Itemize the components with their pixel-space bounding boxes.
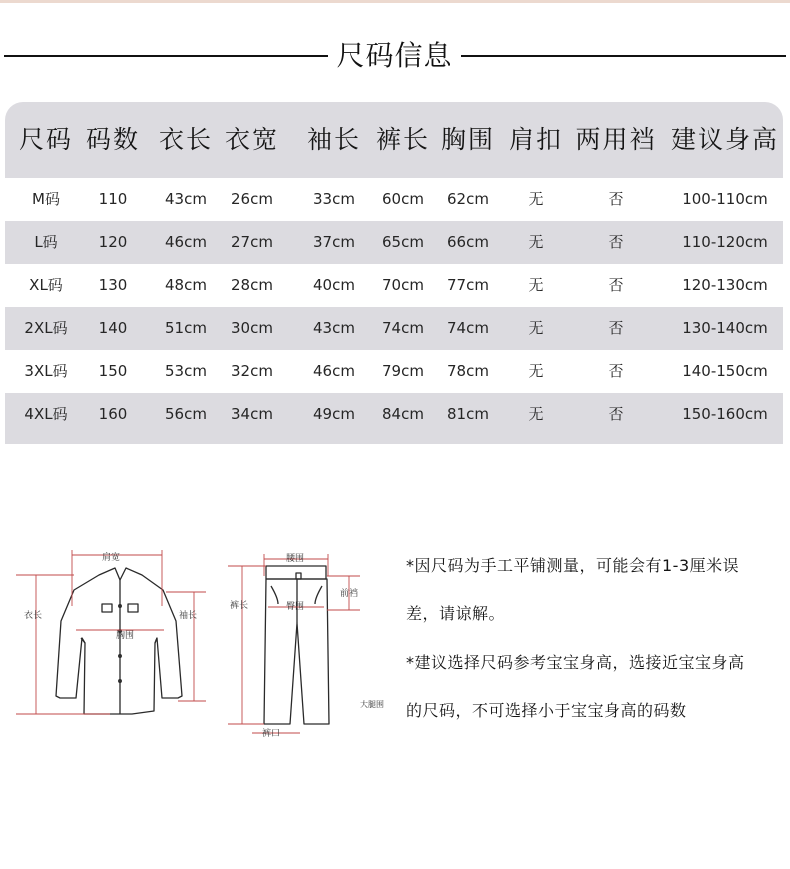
label-sleeve: 袖长 (179, 611, 198, 621)
table-cell: 150-160cm (682, 405, 768, 423)
label-chest: 胸围 (116, 631, 135, 641)
table-cell: 140-150cm (682, 362, 768, 380)
header-sleeve: 袖长 (306, 125, 361, 154)
table-cell: 120-130cm (682, 276, 768, 294)
table-cell: L码 (34, 233, 58, 251)
note-line-4: 的尺码，不可选择小于宝宝身高的码数 (406, 701, 687, 720)
label-thigh: 大腿围 (360, 700, 384, 709)
table-cell: 81cm (447, 405, 489, 423)
header-length: 衣长 (158, 125, 213, 154)
page-title: 尺码信息 (336, 39, 453, 72)
table-cell: 60cm (382, 190, 424, 208)
table-cell: 无 (528, 190, 544, 208)
table-cell: 160 (98, 405, 128, 423)
table-cell: 否 (608, 233, 624, 251)
label-shoulder: 肩宽 (102, 553, 121, 563)
shirt-outline (56, 568, 182, 714)
section-header (0, 36, 790, 76)
table-cell: 无 (528, 276, 544, 294)
header-chest: 胸围 (440, 125, 495, 154)
table-cell: 65cm (382, 233, 424, 251)
table-cell: 无 (528, 233, 544, 251)
table-cell: 74cm (447, 319, 489, 337)
title-rule-left (4, 55, 328, 57)
table-row (5, 264, 783, 307)
size-table (5, 102, 783, 444)
table-cell: 110-120cm (682, 233, 768, 251)
table-cell: 3XL码 (24, 362, 68, 380)
table-cell: M码 (32, 190, 60, 208)
table-cell: 100-110cm (682, 190, 768, 208)
table-row (5, 221, 783, 264)
table-cell: 56cm (165, 405, 207, 423)
table-cell: 无 (528, 319, 544, 337)
header-shoulder-button: 肩扣 (508, 125, 563, 154)
table-cell: 84cm (382, 405, 424, 423)
note-line-2: 差，请谅解。 (406, 604, 506, 623)
header-dual-crotch: 两用裆 (575, 125, 657, 154)
size-table-header (5, 102, 783, 178)
table-cell: 40cm (313, 276, 355, 294)
table-cell: 130 (98, 276, 128, 294)
table-cell: 2XL码 (24, 319, 68, 337)
table-cell: 4XL码 (24, 405, 68, 423)
table-cell: 否 (608, 190, 624, 208)
label-hip: 臀围 (286, 602, 305, 612)
table-cell: 130-140cm (682, 319, 768, 337)
label-pants-length: 裤长 (230, 601, 249, 611)
header-size-number: 码数 (85, 125, 140, 154)
label-shirt-length: 衣长 (24, 611, 43, 621)
table-cell: 43cm (165, 190, 207, 208)
table-cell: 否 (608, 276, 624, 294)
diagram-labels (24, 551, 384, 739)
label-front-rise: 前裆 (340, 589, 359, 599)
table-cell: 32cm (231, 362, 273, 380)
table-cell: 53cm (165, 362, 207, 380)
table-cell: 70cm (382, 276, 424, 294)
table-cell: 否 (608, 405, 624, 423)
table-cell: 49cm (313, 405, 355, 423)
table-cell: 78cm (447, 362, 489, 380)
pants-outline (264, 566, 329, 724)
table-cell: 无 (528, 362, 544, 380)
table-row (5, 178, 783, 221)
table-cell: 66cm (447, 233, 489, 251)
note-line-1: *因尺码为手工平铺测量，可能会有1-3厘米误 (406, 556, 740, 575)
header-size: 尺码 (18, 125, 73, 154)
table-cell: 无 (528, 405, 544, 423)
label-hem: 裤口 (262, 729, 281, 739)
table-cell: 26cm (231, 190, 273, 208)
note-line-3: *建议选择尺码参考宝宝身高，选接近宝宝身高 (406, 653, 745, 672)
header-pants-length: 裤长 (375, 125, 430, 154)
table-cell: 150 (98, 362, 128, 380)
table-cell: 62cm (447, 190, 489, 208)
table-row (5, 307, 783, 350)
title-rule-right (461, 55, 786, 57)
table-cell: 27cm (231, 233, 273, 251)
table-cell: 否 (608, 319, 624, 337)
table-cell: 46cm (313, 362, 355, 380)
table-cell: 43cm (313, 319, 355, 337)
table-cell: 79cm (382, 362, 424, 380)
label-waist: 腰围 (286, 554, 305, 564)
table-cell: 30cm (231, 319, 273, 337)
table-cell: 120 (98, 233, 128, 251)
table-cell: 140 (98, 319, 128, 337)
table-cell: 34cm (231, 405, 273, 423)
table-cell: 77cm (447, 276, 489, 294)
top-accent-line (0, 0, 790, 3)
table-cell: 48cm (165, 276, 207, 294)
table-cell: 110 (98, 190, 128, 208)
header-height: 建议身高 (670, 125, 779, 154)
pants-guides (228, 554, 360, 733)
table-cell: 33cm (313, 190, 355, 208)
measurement-diagram (16, 546, 386, 746)
table-row (5, 350, 783, 393)
header-width: 衣宽 (224, 125, 279, 154)
table-cell: 28cm (231, 276, 273, 294)
table-cell: 46cm (165, 233, 207, 251)
table-cell: 否 (608, 362, 624, 380)
table-row (5, 393, 783, 436)
table-cell: 51cm (165, 319, 207, 337)
table-cell: 74cm (382, 319, 424, 337)
table-cell: 37cm (313, 233, 355, 251)
table-cell: XL码 (29, 276, 63, 294)
